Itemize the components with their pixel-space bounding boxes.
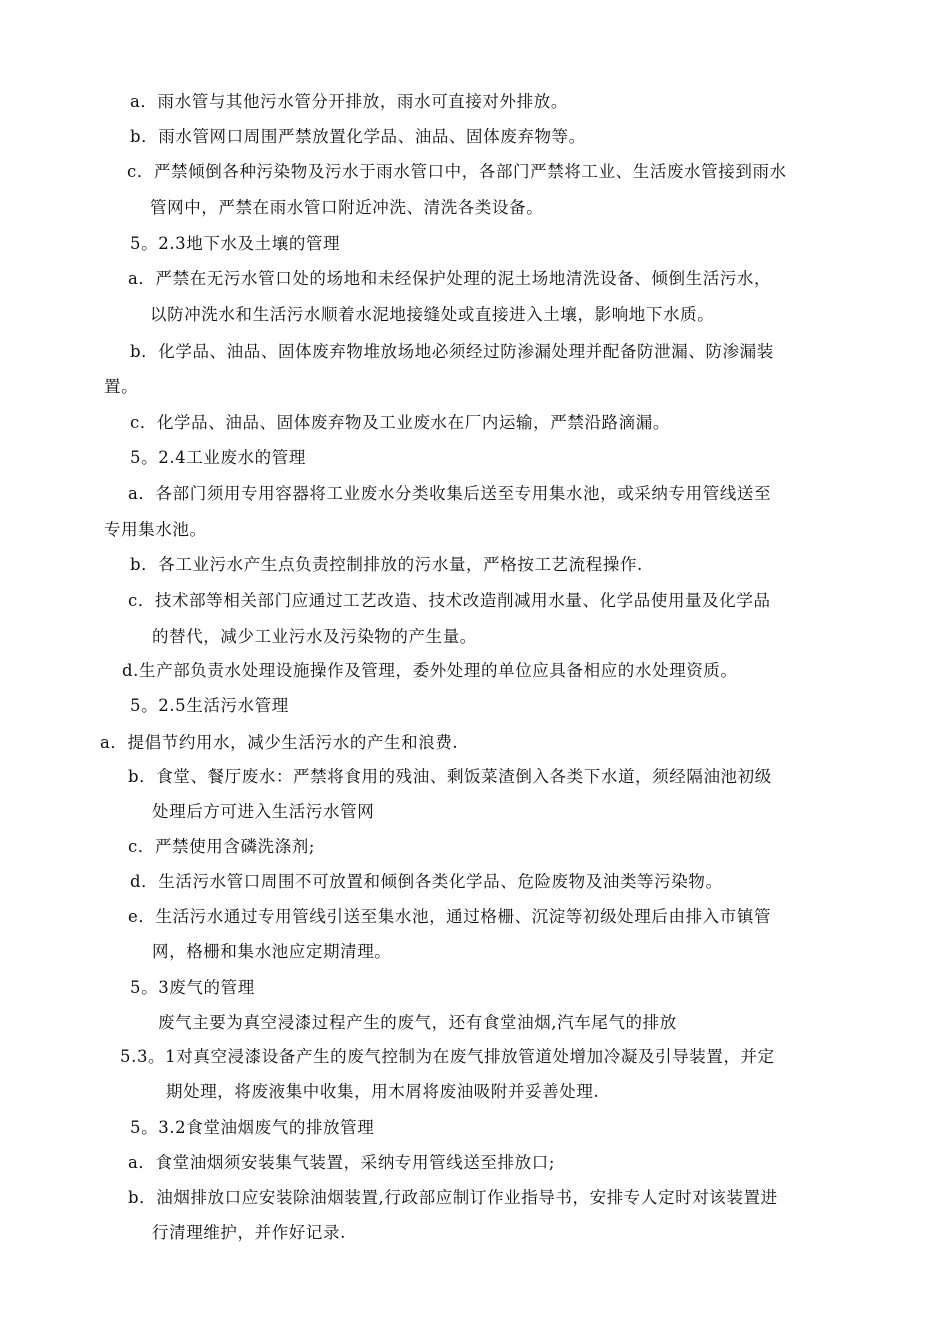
section-heading: 5。3.2食堂油烟废气的排放管理 bbox=[130, 1118, 375, 1137]
section-heading: 5。2.3地下水及土壤的管理 bbox=[130, 234, 341, 253]
text-line: e．生活污水通过专用管线引送至集水池，通过格栅、沉淀等初级处理后由排入市镇管 bbox=[128, 907, 772, 926]
text-line: c．严禁使用含磷洗涤剂; bbox=[128, 837, 315, 856]
text-line: 置。 bbox=[104, 377, 139, 396]
text-line: 的替代，减少工业污水及污染物的产生量。 bbox=[152, 627, 477, 646]
text-line: c．技术部等相关部门应通过工艺改造、技术改造削减用水量、化学品使用量及化学品 bbox=[128, 591, 771, 610]
text-line: a．食堂油烟须安装集气装置，采纳专用管线送至排放口; bbox=[128, 1153, 555, 1172]
text-line: a．雨水管与其他污水管分开排放，雨水可直接对外排放。 bbox=[130, 92, 568, 111]
text-line: 废气主要为真空浸漆过程产生的废气，还有食堂油烟,汽车尾气的排放 bbox=[158, 1013, 677, 1032]
text-line: 以防冲洗水和生活污水顺着水泥地接缝处或直接进入土壤，影响地下水质。 bbox=[150, 305, 715, 324]
text-line: 管网中，严禁在雨水管口附近冲洗、清洗各类设备。 bbox=[150, 198, 544, 217]
text-line: b．油烟排放口应安装除油烟装置,行政部应制订作业指导书，安排专人定时对该装置进 bbox=[128, 1188, 778, 1207]
text-line: a．提倡节约用水，减少生活污水的产生和浪费. bbox=[100, 733, 459, 752]
text-line: 行清理维护，并作好记录. bbox=[152, 1223, 346, 1242]
section-heading: 5。3废气的管理 bbox=[130, 978, 255, 997]
text-line: d.生产部负责水处理设施操作及管理，委外处理的单位应具备相应的水处理资质。 bbox=[122, 661, 738, 680]
text-line: b．雨水管网口周围严禁放置化学品、油品、固体废弃物等。 bbox=[130, 127, 586, 146]
text-line: c．严禁倾倒各种污染物及污水于雨水管口中，各部门严禁将工业、生活废水管接到雨水 bbox=[127, 162, 787, 181]
text-line: 5.3。1对真空浸漆设备产生的废气控制为在废气排放管道处增加冷凝及引导装置，并定 bbox=[120, 1047, 775, 1066]
text-line: 期处理，将废液集中收集，用木屑将废油吸附并妥善处理. bbox=[166, 1082, 600, 1101]
text-line: b．食堂、餐厅废水：严禁将食用的残油、剩饭菜渣倒入各类下水道，须经隔油池初级 bbox=[128, 767, 772, 786]
text-line: c．化学品、油品、固体废弃物及工业废水在厂内运输，严禁沿路滴漏。 bbox=[130, 413, 670, 432]
text-line: 专用集水池。 bbox=[104, 520, 207, 539]
text-line: b．各工业污水产生点负责控制排放的污水量，严格按工艺流程操作. bbox=[130, 555, 643, 574]
text-line: d．生活污水管口周围不可放置和倾倒各类化学品、危险废物及油类等污染物。 bbox=[130, 872, 723, 891]
text-line: b．化学品、油品、固体废弃物堆放场地必须经过防渗漏处理并配备防泄漏、防渗漏装 bbox=[130, 342, 774, 361]
text-line: a．各部门须用专用容器将工业废水分类收集后送至专用集水池，或采纳专用管线送至 bbox=[128, 484, 772, 503]
text-line: 处理后方可进入生活污水管网 bbox=[152, 802, 375, 821]
section-heading: 5。2.5生活污水管理 bbox=[130, 696, 289, 715]
text-line: 网，格栅和集水池应定期清理。 bbox=[152, 942, 392, 961]
section-heading: 5。2.4工业废水的管理 bbox=[130, 448, 306, 467]
text-line: a．严禁在无污水管口处的场地和未经保护处理的泥土场地清洗设备、倾倒生活污水， bbox=[128, 269, 772, 288]
